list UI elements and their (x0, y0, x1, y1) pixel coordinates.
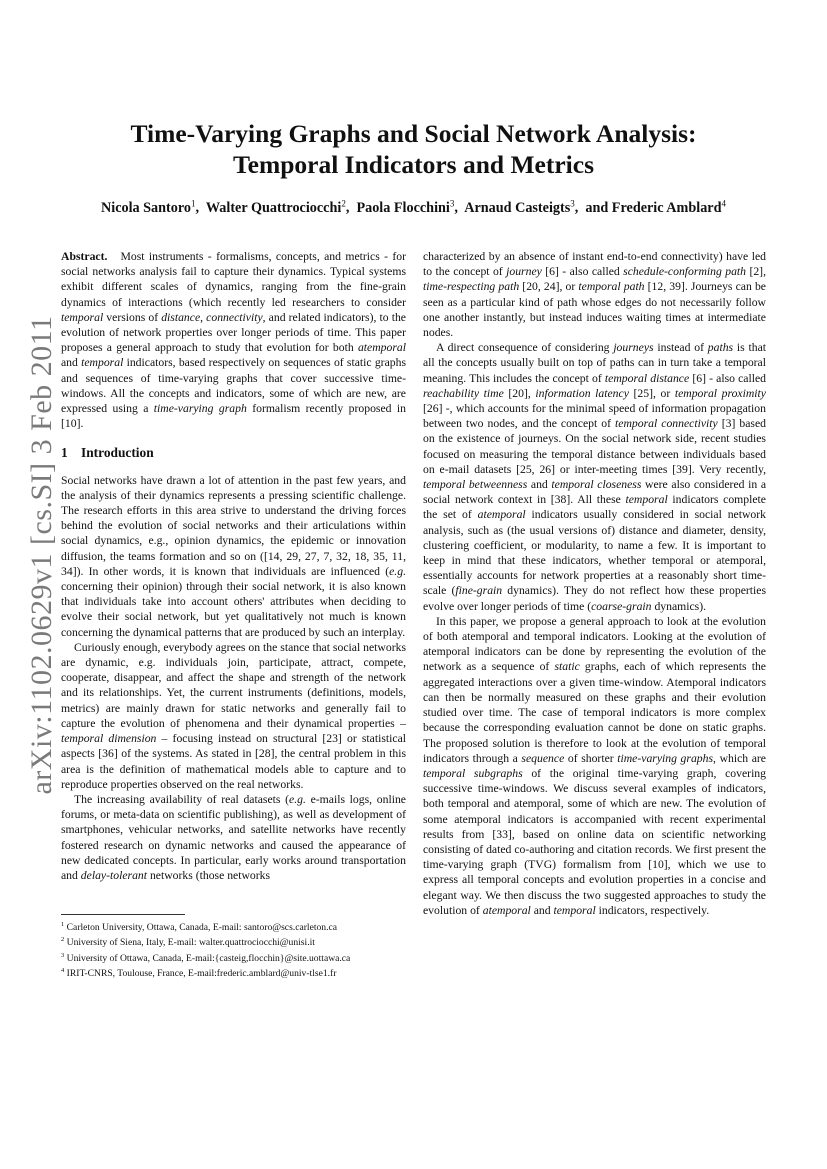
author: Nicola Santoro$^1$ (101, 198, 196, 216)
footnote: $^4$ IRIT-CNRS, Toulouse, France, E-mail:frederic.amblard@univ-tlse1.fr (61, 967, 337, 980)
footnote: $^1$ Carleton University, Ottawa, Canada, E-mail: santoro@scs.carleton.ca (61, 921, 338, 934)
title-line-2: Temporal Indicators and Metrics (233, 150, 594, 179)
paper-title (0, 118, 827, 180)
paragraph: characterized by an absence of instant end-to-end connectivity) have led to the concept of journey [6] - also called schedule-conforming path [2], time-respecting path [20, 24], or temporal path [12, 39]. Journeys can be seen as a particular kind of path whose edges do not necessarily follow one another instantly, but instead induces waiting times at intermediate nodes. (423, 250, 766, 340)
abstract-label: Abstract. (61, 250, 108, 263)
section-heading-introduction: 1 Introduction (61, 445, 154, 461)
footnotes (61, 914, 406, 981)
paragraph: A direct consequence of considering journeys instead of paths is that all the concepts usually built on top of paths can in turn take a temporal meaning. This includes the concept of temporal distance [6] - also called reachability time [20], information latency [25], or temporal proximity [26] -, which accounts for the minimal speed of information propagation between two nodes, and the concept of temporal connectivity [3] based on the existence of journeys. On the social network side, recent studies focused on measuring the temporal distance between individuals based on e-mail datasets [25, 26] or inter-meeting times [39]. Very recently, temporal betweenness and temporal closeness were also considered in a social network context in [38]. All these temporal indicators complete the set of atemporal indicators usually considered in social network analysis, such as (the usual versions of) distance and diameter, density, clustering coefficient, or modularity, to name a few. It is important to keep in mind that these indicators, whether temporal or atemporal, essentially accounts for network properties at a reasonably short time-scale (fine-grain dynamics). They do not reflect how these properties evolve over longer periods of time (coarse-grain dynamics). (423, 341, 767, 613)
paragraph: Curiously enough, everybody agrees on the stance that social networks are dynamic, e.g. individuals join, participate, attract, compete, cooperate, disappear, and affect the shape and strength of the network and its relationships. Yet, the current instruments (definitions, models, metrics) are mainly drawn for static networks and generally fail to capture the evolution of phenomena and their dynamical properties – temporal dimension – focusing instead on structural [23] or statistical aspects [36] of the systems. As stated in [28], the central problem in this area is the definition of mathematical models able to capture and to reproduce properties observed on the real networks. (61, 640, 407, 791)
title-line-1: Time-Varying Graphs and Social Network Analysis: (130, 119, 697, 148)
left-column (61, 249, 406, 883)
footnote-rule (61, 914, 185, 915)
author: Arnaud Casteigts$^3$ (464, 198, 575, 216)
footnote: $^2$ University of Siena, Italy, E-mail: walter.quattrociocchi@unisi.it (61, 936, 315, 949)
arxiv-stamp: arXiv:1102.0629v1 [cs.SI] 3 Feb 2011 (25, 315, 58, 795)
right-column (423, 249, 766, 918)
abstract (61, 249, 406, 431)
author: Paola Flocchini$^3$ (356, 198, 455, 216)
paragraph: Social networks have drawn a lot of attention in the past few years, and the analysis of their dynamics represents a pressing scientific challenge. The research efforts in this area strive to understand the driving forces behind the evolution of social networks and their articulations within social dynamics, e.g., opinion dynamics, the epidemic or innovation diffusion, the teams formation and so on ([14, 29, 27, 7, 32, 18, 35, 11, 34]). In other words, it is known that individuals are influenced (e.g. concerning their opinion) through their social network, it is also known that individuals take into account others' attributes when deciding to evolve their social network, but yet qualitatively not much is known concerning the dynamical patterns that are produced by such an interplay. (61, 473, 406, 639)
paragraph: The increasing availability of real datasets (e.g. e-mails logs, online forums, or meta-data on scientific publishing), as well as development of smartphones, vehicular networks, and satellite networks have recently fostered research on dynamic networks and caused the appearance of new dedicated concepts. In particular, early works around transportation and delay-tolerant networks (those networks (61, 792, 406, 882)
paragraph: In this paper, we propose a general approach to look at the evolution of both atemporal and temporal indicators. Looking at the evolution of atemporal indicators can be done by representing the evolution of the network as a sequence of static graphs, each of which represents the aggregated interactions over a given time-window. Atemporal indicators can then be normally measured on these graphs and their evolution studied over time. The case of temporal indicators is more complex because the corresponding evaluation cannot be done on static graphs. The proposed solution is therefore to look at the evolution of temporal indicators through a sequence of shorter time-varying graphs, which are temporal subgraphs of the original time-varying graph, covering successive time-windows. We discuss several examples of indicators, both temporal and atemporal, some of which are new. The evolution of some atemporal indicators is accompanied with recent experimental results from [33], based on online data on scientific networking consisting of dated co-authoring and citation records. We first present the time-varying graph (TVG) formalism from [10], which we use to express all temporal concepts and evolution properties in a concise and elegant way. We then discuss the two suggested approaches to study the evolution of atemporal and temporal indicators, respectively. (423, 614, 766, 917)
author: Walter Quattrociocchi$^2$ (205, 198, 346, 216)
author-list: Nicola Santoro$^1$, Walter Quattrociocchi$^2$, Paola Flocchini$^3$, Arnaud Casteigts$^3$, and Frederic Amblard$^4$ (101, 198, 726, 216)
footnote: $^3$ University of Ottawa, Canada, E-mail:{casteig,flocchin}@site.uottawa.ca (61, 951, 351, 964)
abstract-text: Most instruments - formalisms, concepts, and metrics - for social networks analysis fail to capture their dynamics. Typical systems exhibit different scales of dynamics, ranging from the fine-grain dynamics of interactions (which recently led researchers to consider temporal versions of distance, connectivity, and related indicators), to the evolution of network properties over longer periods of time. This paper proposes a general approach to study that evolution for both atemporal and temporal indicators, based respectively on sequences of static graphs and sequences of time-varying graphs that cover successive time-windows. All the concepts and indicators, some of which are new, are expressed using a time-varying graph formalism recently proposed in [10]. (61, 250, 406, 431)
author: and Frederic Amblard$^4$ (585, 198, 726, 216)
